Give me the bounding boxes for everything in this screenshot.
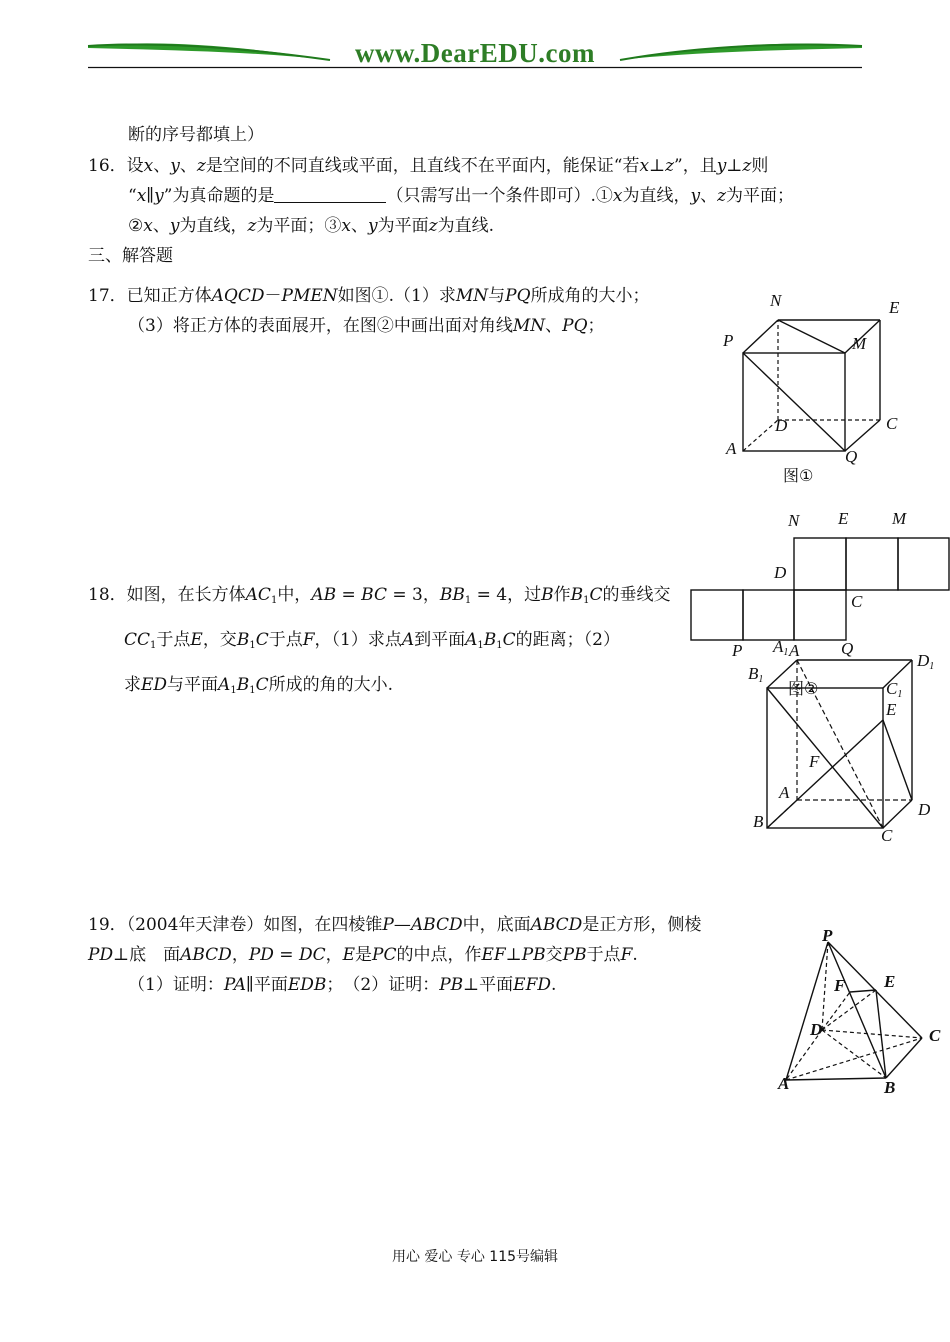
label-N: N (770, 291, 782, 310)
label-M: M (852, 334, 867, 353)
label-E: E (889, 298, 900, 317)
pyramid-label-A: A (778, 1074, 790, 1093)
box-label-D1: $D_1$ (917, 651, 935, 672)
q16-line1: 16．设x、y、z是空间的不同直线或平面，且直线不在平面内，能保证“若x⊥z”，且y⊥z则 (88, 156, 769, 176)
q18-line2: $CC_1$于点E，交$B_1C$于点F，（1）求点A到平面$A_1B_1C$的距离；（2） (124, 630, 620, 651)
section-heading: 三、解答题 (88, 246, 173, 266)
net-label-C: C (851, 592, 863, 611)
label-A: A (726, 439, 737, 458)
box-label-E: E (886, 700, 897, 719)
page-footer: 用心 爱心 专心 115号编辑 (391, 1249, 559, 1265)
q19-line3: （1）证明：PA∥平面EDB； （2）证明：PB⊥平面EFD. (128, 975, 557, 995)
label-Q: Q (845, 447, 858, 466)
net-label-Q: Q (841, 639, 854, 658)
pyramid-label-B: B (884, 1078, 896, 1097)
q16-line3: ②x、y为直线，z为平面；③x、y为平面z为直线. (128, 216, 494, 236)
net-label-E: E (838, 509, 849, 528)
site-logo: www.DearEDU.com (355, 38, 595, 68)
q16-line2: “x∥y”为真命题的是 （只需写出一个条件即可）.①x为直线，y、z为平面； (128, 186, 795, 206)
pyramid-label-F: F (834, 976, 846, 995)
q17-line2: （3）将正方体的表面展开，在图②中画出面对角线MN、PQ； (128, 316, 605, 336)
box-label-D: D (918, 800, 931, 819)
box-label-B1: $B_1$ (748, 664, 764, 685)
q19-line2: PD⊥底 面ABCD，PD = DC，E是PC的中点，作EF⊥PB交PB于点F. (88, 945, 638, 965)
pyramid-label-P: P (822, 926, 833, 945)
pyramid-label-E: E (884, 972, 896, 991)
q19-line1: 19．（2004年天津卷）如图，在四棱锥P—ABCD中，底面ABCD是正方形，侧棱 (88, 915, 702, 935)
figure-1-caption: 图① (783, 466, 814, 485)
pyramid-label-C: C (929, 1026, 941, 1045)
net-label-N: N (788, 511, 800, 530)
net-label-A: A (789, 641, 800, 660)
figure-2-caption: 图② (788, 679, 819, 698)
net-label-P: P (732, 641, 743, 660)
box-label-A1: $A_1$ (773, 637, 789, 658)
pyramid-label-D: D (810, 1020, 823, 1039)
label-P: P (723, 331, 734, 350)
label-D: D (775, 416, 788, 435)
box-label-F: F (809, 752, 820, 771)
box-label-C: C (881, 826, 893, 845)
q18-line1: 18．如图，在长方体$AC_1$中，AB = BC = 3，$BB_1 = 4$，过B作$B_1C$的垂线交 (88, 585, 671, 606)
net-label-D: D (774, 563, 787, 582)
label-C: C (886, 414, 898, 433)
box-label-A: A (779, 783, 790, 802)
box-label-C1: $C_1$ (886, 679, 903, 700)
q18-line3: 求ED与平面$A_1B_1C$所成的角的大小. (124, 675, 393, 696)
box-label-B: B (753, 812, 764, 831)
q17-line1: 17．已知正方体AQCD－PMEN如图①.（1）求MN与PQ所成角的大小； (88, 286, 650, 306)
net-label-M: M (892, 509, 907, 528)
continuation-line: 断的序号都填上） (128, 125, 264, 145)
